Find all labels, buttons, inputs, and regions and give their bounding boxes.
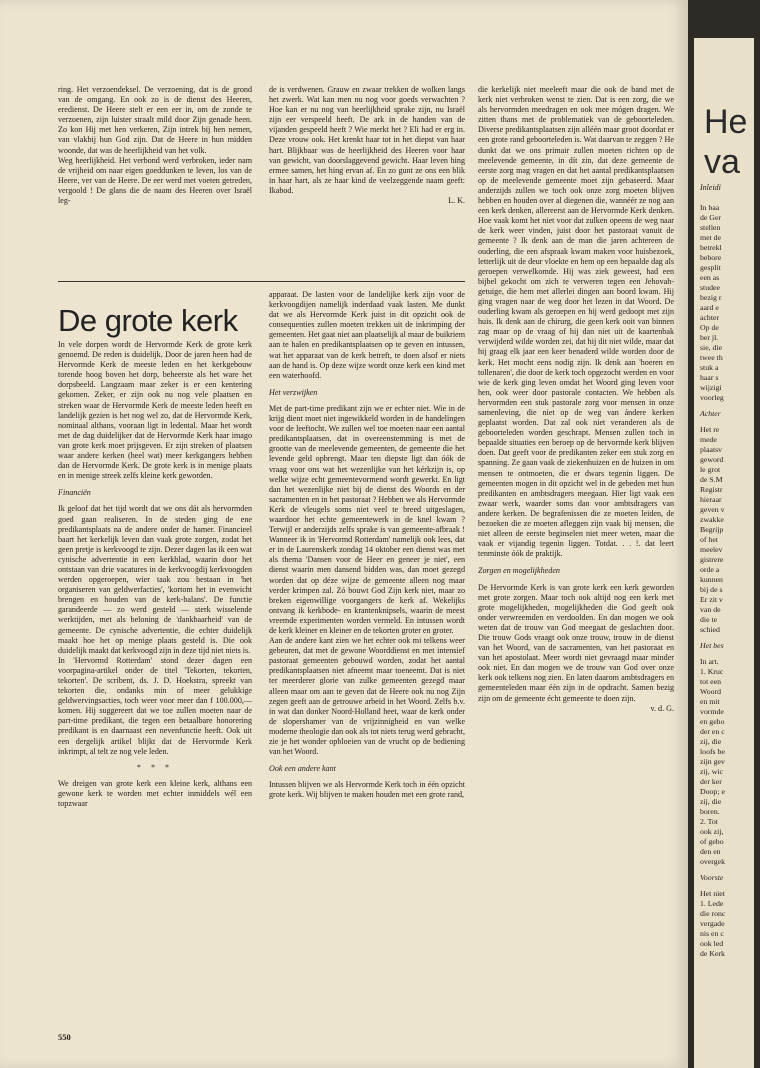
next-page-line: mede (700, 435, 717, 444)
next-page-subheading: Achter (700, 409, 721, 418)
article-column-right (478, 85, 674, 714)
next-page-line: bij de s (700, 585, 723, 594)
next-page-line: bebore (700, 253, 722, 262)
next-page-line: hieraar (700, 495, 722, 504)
next-page-line: schied (700, 625, 720, 634)
next-page-line: gistrere (700, 555, 724, 564)
section-break: * * * (136, 762, 174, 772)
next-page-line: stuk a (700, 363, 719, 372)
page-number: 550 (58, 1032, 71, 1042)
next-page-line: de S.M (700, 475, 723, 484)
next-page-line: ook zij, (700, 827, 724, 836)
paragraph: Aan de andere kant zien we het echter ook mi telkens weer gebeuren, dat met de gewone Woorddienst en met intensief pastoraat gemeenten gebouwd worden, zodat het aantal predikantsplaatsen niet afneemt maar toeneemt. Dat is niet ter meerderer glorie van zulke gemeenten gezegd maar alleen maar om aan te geven dat de Heere ook nu nog Zijn zegen geeft aan de getrouwe arbeid in het Woord. Zelfs b.v. in wat dan donker Noord-Holland heet, waar de kerk onder de slopershamer van de vrijzinnigheid en van welke moderne theologie dan ook als tot niets terug werd gebracht, zie je het wonder opbloeien van de vrucht op de bediening van het Woord. (269, 636, 465, 757)
article-column-middle (269, 290, 465, 801)
next-page-title: He va (704, 103, 748, 181)
next-page-line: boren. (700, 807, 720, 816)
next-page-line: nis en c (700, 929, 724, 938)
next-page-line: die te (700, 615, 718, 624)
next-page-line: met de (700, 233, 721, 242)
next-page-line: vormde (700, 707, 724, 716)
next-page-line: en geho (700, 717, 725, 726)
next-page-line: de Ger (700, 213, 721, 222)
next-page-line: voorleg (700, 393, 724, 402)
next-page-line: kunnen (700, 575, 723, 584)
next-page-line: zijn gev (700, 757, 725, 766)
next-page-line: zij, die (700, 797, 722, 806)
paragraph: We dreigen van grote kerk een kleine kerk, althans een gewone kerk te worden met echter inmiddels wél een topzwaar (58, 778, 252, 809)
meditation-column-left (58, 85, 252, 206)
next-page-line: geword (700, 455, 724, 464)
next-page-line: stellen (700, 223, 721, 232)
next-page-line: aard e (700, 303, 719, 312)
next-page-line: Doop; e (700, 787, 725, 796)
next-page-line: zij, die (700, 737, 722, 746)
next-page-line: plaatsv (700, 445, 723, 454)
article-title: De grote kerk (58, 303, 238, 338)
next-page-line: achter (700, 313, 720, 322)
paragraph: De Hervormde Kerk is van grote kerk een kerk geworden met grote zorgen. Maar toch ook altijd nog een kerk met grote mogelijkheden, mogelijkheden die God geeft ook onder verwreemden en verdoolden. En dan mogen we ook weten dat de trouw van God meegaat de geslachten door. Die trouw Gods vraagt ook onze trouw, trouw in de dienst van het Woord, van de sacramenten, van het pastoraat en van het apostolaat. Meer wordt niet gevraagd maar minder ook niet. En dan mogen we de trouw van God over onze kerk ook telkens nog zien. En laten daarom ambtsdragers en gemeenteleden maar één zijn in de opdracht. Samen bezig zijn om de gemeente écht gemeente te doen zijn. (478, 582, 674, 703)
next-page-line: een as (700, 273, 720, 282)
subheading-cares: Zorgen en mogelijkheden (478, 566, 560, 576)
next-page-line: loofs be (700, 747, 725, 756)
next-page-line: Er zit v (700, 595, 723, 604)
next-page-line: en mit (700, 697, 720, 706)
next-page-line: van de (700, 605, 721, 614)
next-page-line: sie, die (700, 343, 723, 352)
next-page-line: haar s (700, 373, 719, 382)
paragraph: In 'Hervormd Rotterdam' stond dezer dagen een voorpagina-artikel onder de titel 'Tekorten, tekorten, tekorten'. De scribent, ds. J. D. Hoekstra, spreekt van tekorten die, ondanks min of meer gelukkige geldwervingsacties, toch weer voor meer dan f 100.000,— komen. Hij suggereert dat we toe zullen moeten naar de part-time predikant, die tegen een betaalbare honorering predikant is en daarnaast een nevenfunctie heeft. Ook uit een dergelijk artikel blijkt dat de Hervormde Kerk inkrimpt, al telt ze nog vele leden. (58, 655, 252, 756)
paragraph: Met de part-time predikant zijn we er echter niet. Wie in de krijg dient moet niet ingewikkeld worden in de handelingen voor de leeftocht. We zullen wel toe moeten naar een aantal predikantsplaatsen, dat in overeenstemming is met de grootte van de meelevende gemeenten, de gemeente die het levende geld opbrengt. Maar ten diepste ligt dan óók de vraag voor ons wat het wezenlijke van het kérkzijn is, op welke wijze echt gemeentevormend wordt gewerkt. En ligt dan het wezenlijke niet bij de dienst des Woords en der sacramenten en in het pastoraat ? Hebben we als Hervormde Kerk de vleugels soms niet veel te breed uitgeslagen, waardoor het echte gemeentewerk in de knel kwam ? Terwijl er anderzijds zelfs sprake is van gemeente-afbraak ! Wanneer ik in 'Hervormd Rotterdam' namelijk ook lees, dat er in de Laurenskerk zondag 14 oktober een dienst was met als thema 'Dansen voor de Heer en geneer je niet', een dienst waarin men dansend bidden was, dan moet gezegd worden dat op déze wijze de gemeente alleen nog maar verder krimpen zal. Zó bouwt God Zijn kerk niet, maar zo breken eigenwillige voorgangers de kerk af. Wekelijks ontvang ik kerkbode- en krantenknipsels, waarin de meest vreemde experimenten worden vermeld. En intussen wordt de kerk kleiner en kleiner en de tekorten groter en groter. (269, 403, 465, 635)
author-signature: L. K. (448, 196, 465, 206)
next-page-line: of gebo (700, 837, 724, 846)
subheading-finance: Financiën (58, 488, 91, 498)
next-page-line: gesplit (700, 263, 721, 272)
next-page-line: den en (700, 847, 721, 856)
next-page-intro: Inleidi (700, 183, 721, 192)
next-page-line: der en c (700, 727, 725, 736)
next-page-line: betrekl (700, 243, 722, 252)
next-page-line: of het (700, 535, 718, 544)
section-divider (58, 281, 465, 282)
next-page-line: Woord (700, 687, 722, 696)
paragraph: Ik geloof dat het tijd wordt dat we ons dát als hervormden goed gaan realiseren. In de steden ging de ene predikantsplaats na de andere onder de hamer. Financieel baart het kerkelijk leven dan vaak grote zorgen, zodat het geen pretje is kerkvoogd te zijn. Dezer dagen las ik een wat cynische advertentie in een kerkblad, waarin door het ontstaan van drie vacatures in de kerkvoogdij kerkvoogden werden opgeroepen, wier taak zou bestaan in 'het organiseren van geldwerfacties', 'kortom het in evenwicht brengen en houden van de kerk-balans'. De functie garandeerde — zo werd gesteld — sterk wisselende werktijden, met als beloning de 'dankbaarheid' van de gemeente. De cynische advertentie, die echter duidelijk maakt hoe het op menige plaats gesteld is. Die ook duidelijk maakt dat kerkvoogd zijn in deze tijd niet niets is. (58, 504, 252, 655)
next-page-subheading: Voorste (700, 873, 724, 882)
next-page-line: ber jl. (700, 333, 719, 342)
paragraph: Weg heerlijkheid. Het verbond werd verbroken, ieder nam de vrijheid om naar eigen goeddunken te leven, los van de Heere, ver van de Heere. De eer werd met voeten getreden, vergoold ! De glans die de naam des Heeren over Israël leg- (58, 155, 252, 206)
paragraph: ring. Het verzoendeksel. De verzoening, dat is de grond van de omgang. En ook zo is de dienst des Heeren, eredienst. De Heere stelt er een eer in, om de zonde te verzoenen, zijn luister straalt mild door Zijn genade heen. Zo kon Hij met hen verkeren, Zijn intrek bij hen nemen, van vlakbij hun God zijn. Dat de Heere in hun midden woonde, dat was de heerlijkheid van het volk. (58, 85, 252, 155)
next-page-line: 1. Lede (700, 899, 724, 908)
next-page-line: die ronc (700, 909, 726, 918)
next-page-line: overgek (700, 857, 725, 866)
next-page-line: Op de (700, 323, 719, 332)
next-page-edge (694, 38, 754, 1068)
next-page-line: orde a (700, 565, 720, 574)
next-page-line: vergade (700, 919, 725, 928)
next-page-line: der ker (700, 777, 722, 786)
next-page-line: studee (700, 283, 720, 292)
next-page-line: de Kerk (700, 949, 725, 958)
next-page-line: wijzigi (700, 383, 722, 392)
next-page-line: meelev (700, 545, 723, 554)
next-page-subheading: Het bes (700, 641, 724, 650)
article-column-left (58, 340, 252, 809)
next-page-line: Het re (700, 425, 720, 434)
next-page-column (700, 203, 760, 959)
next-page-line: twee th (700, 353, 723, 362)
next-page-line: 1. Kruc (700, 667, 724, 676)
next-page-line: Begrijp (700, 525, 724, 534)
paragraph: die kerkelijk niet meeleeft maar die ook de band met de kerk niet verbroken wenst te zien. Dat is een zorg, die we als hervormden meedragen en ook mee mógen dragen. We zitten thans met de problematiek van de geboorteleden. Diverse predikantsplaatsen zijn alléén maar groot doordat er een grote rand geboorteleden is. Wat daarvan te zeggen ? He dunkt dat we ons primair zullen moeten richten op de meelevende gemeente, in dít zin, dat deze gemeente de eerste zorg mag vragen en dat het aantal predikantsplaatsen op de meelevende gemeente moet zijn gebaseerd. Maar anderzijds zullen we toch ook onze zorg moeten blijven hebben en houden over al diegenen die, wannéér ze nog aan een kerk denken, allereerst aan de Hervormde Kerk denken. Hoe vaak komt het niet voor dat zulken opeens de weg naar de kerk weer vinden, juist door het pastoraat vanuit de gemeente ? Ik denk aan de man die jaren achtereen de ouderling, die een afspraak kwam maken voor huisbezoek, letterlijk uit de deur vloekte en hem op een bepaalde dag als geroepen verwelkomde. Hij was ziek geweest, had een bijbel gekocht om zich te verweren tegen een Jehovah-getuige, die hem met allerlei dingen aan boord kwam. Hij ging vragen naar de weg door het lezen in dat Woord. De ouderling kwam als geroepen en hij werd gedoopt met zijn huis. Ik denk aan de chirurg, die geen kerk ooit van binnen zag maar op de vraag of hij dan niet uit de kaartenbak verwijderd wilde worden zei, dat hij dit niet wilde, maar dat hij graag elk jaar een keer benaderd wilde worden door de kerk. Het mocht eens nodig zijn. Ik denk aan 'hoeren en tollenaren', die door de kerk toch opgezocht werden en voor wie de kerk ging leven omdat het Woord ging leven voor hen, ook weer door pastorale contacten. We hebben als hervormden een stuk pastorale zorg voor mensen in onze samenleving, die niet op de weg van ándere kerken geplaatst worden. Dat zal ook niet veranderen als de geboorteleden worden geschrapt. Mensen zullen toch in bepaalde situaties een beroep op de hervormde kerk blijven doen. Dat geeft voor de predikanten zeker een stuk zorg en spanning. Ze gaan vaak de ziekenhuizen en de huizen in om mensen te ontmoeten, die er dwars tegenin liggen. De gemeenten mogen in dit opzicht wel in de gebeden met hun predikanten en ambtsdragers meegaan. Hier ligt vaak een zwaar werk, waarder soms dan voor ambtsdragers van andere kerken. De begrafenissen die ze moeten leiden, de bezoeken die ze moeten afleggen zijn vaak bij mensen, die niet alleen de eerste beginselen niet meer weten, maar die vaak er vijandig tegenin liggen. Totdat. . . !. dat leert tenminste óók de praktijk. (478, 85, 674, 559)
meditation-column-middle (269, 85, 465, 206)
subheading-part-time: Het verzwijken (269, 387, 318, 397)
subheading-other-side: Ook een andere kant (269, 764, 336, 774)
author-signature: v. d. G. (650, 703, 674, 713)
next-page-line: zwakke (700, 515, 724, 524)
next-page-line: In baa (700, 203, 720, 212)
paragraph: apparaat. De lasten voor de landelijke kerk zijn voor de kerkvoogdijen namelijk inderdaad vaak lasten. Me dunkt dat we als Hervormde Kerk juist in dit opzicht ook de consequenties zullen moeten trekken uit de inkrimping der gemeenten. Het gaat niet aan plaatselijk al maar de buikriem aan te halen en predikantsplaatsen op te geven en intussen, wat het apparaat van de kerk betreft, te doen alsof er niets aan de hand is. Op deze wijze wordt onze kerk een kind met een waterhoofd. (269, 290, 465, 380)
next-page-line: Het niet (700, 889, 725, 898)
next-page-line: zij, wic (700, 767, 723, 776)
next-page-line: le grot (700, 465, 721, 474)
next-page-line: Registr (700, 485, 723, 494)
paragraph: Intussen blijven we als Hervormde Kerk toch in één opzicht grote kerk. Wij blijven te maken houden met een grote rand, (269, 780, 465, 800)
paragraph: de is verdwenen. Grauw en zwaar trekken de wolken langs het zwerk. Wat kan men nu nog voor goeds verwachten ? Hoe kan er nu nog van heerlijkheid sprake zijn, nu Israël zijn eer verspeeld heeft. De ark in de handen van de vijanden gespeeld heeft ? Wie merkt het ? Eli had er erg in. Deze vrouw ook. Het krenkt haar tot in het diepst van haar hart. Blijkbaar was de heerlijkheid des Heeren voor haar van gewicht, van doorslaggevend gewicht. Haar leven hing ermee samen, het hing ervan af. En zo gunt ze ons een blik in haar hart, als ze haar kind de veelzeggende naam geeft: Ikabod. (269, 85, 465, 195)
next-page-line: bezig r (700, 293, 722, 302)
paragraph: In vele dorpen wordt de Hervormde Kerk de grote kerk genoemd. De reden is duidelijk. Door de jaren heen had de Hervormde Kerk de meeste leden en het kerkgebouw torende hoog boven het dorp, beheerste als het ware het dorpsbeeld. Langzaam maar zeker is er een kentering gekomen. Zeker, er zijn ook nu nog vele plaatsen en streken waar de Hervormde Kerk de meeste leden heeft en landelijk gezien is het nog wel zo, dat de Hervormde Kerk, nominaal althans, vooraan ligt in ledental. Maar het wordt met de dag duidelijker dat de Hervormde Kerk haar imago van grote kerk moet prijsgeven. Er zijn streken of plaatsen waar andere kerken (heel wat) meer kerkgangers hebben dan de Hervormde Kerk. De grote kerk is in menige plaats en in menige streek zelfs kleine kerk geworden. (58, 340, 252, 481)
next-page-line: 2. Tot (700, 817, 718, 826)
next-page-line: In art. (700, 657, 719, 666)
next-page-line: tot een (700, 677, 721, 686)
next-page-line: geven v (700, 505, 725, 514)
next-page-line: ook led (700, 939, 724, 948)
